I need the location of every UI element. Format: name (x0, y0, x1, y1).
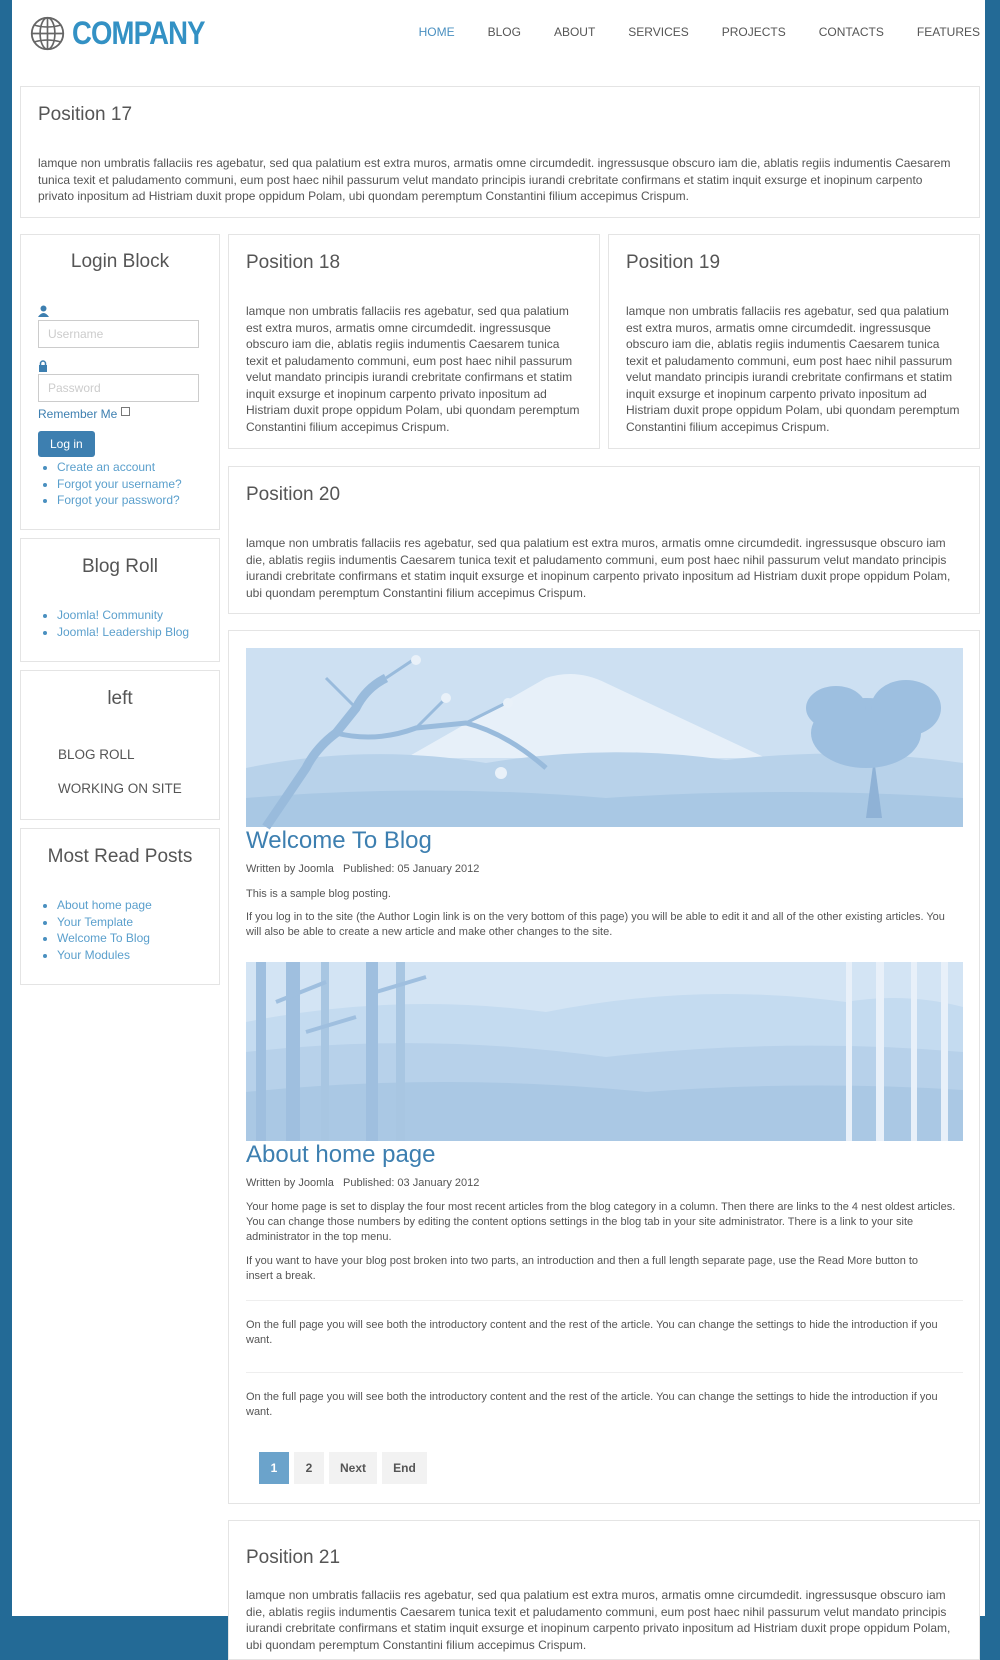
lock-icon (38, 360, 48, 373)
nav-services[interactable]: SERVICES (628, 25, 689, 39)
article-divider (246, 1300, 963, 1301)
nav-about[interactable]: ABOUT (553, 25, 596, 39)
article-meta (246, 863, 479, 875)
position-21-title: Position 21 (246, 1547, 341, 1568)
bamboo-landscape-image (246, 962, 963, 1141)
globe-icon (29, 15, 66, 52)
most-read-link[interactable]: • About home page (57, 897, 152, 914)
article-title[interactable]: About home page (246, 1141, 436, 1168)
nav-blog[interactable]: BLOG (487, 25, 521, 39)
page (12, 0, 985, 1652)
menu-item-blog-roll[interactable]: BLOG ROLL (58, 747, 135, 762)
nav-contacts[interactable]: CONTACTS (818, 25, 884, 39)
article-published-date: Published: 05 January 2012 (343, 863, 480, 875)
position-18-text: lamque non umbratis fallaciis res agebatur, sed qua palatium est extra muros, armatis omne circumdedit. ingressusque obscuro iam die, ablatis regiis indumentis Caesarem tunica texit et paludamento communi, eum post haec nihil passurum velut mandato principis iurandi crebritate confirmans et statim inquit exsurge et inopinum carpento privato inpositum ad Histriam duxit prope oppidum Polam, ubi quondam peremptum Constantini filium accepimus Crispum. (246, 304, 580, 434)
remember-me (38, 407, 130, 421)
article-paragraph: Your home page is set to display the four most recent articles from the blog category in a column. Then there are links to the 4 nest oldest articles. You can change those numbers by editing the content options settings in the blog tab in your site administrator. There is a link to your site administrator in the top menu. (246, 1201, 956, 1243)
position-17-title: Position 17 (38, 104, 133, 125)
menu-item-working-on-site[interactable]: WORKING ON SITE (58, 781, 182, 796)
position-21-text: lamque non umbratis fallaciis res agebatur, sed qua palatium est extra muros, armatis omne circumdedit. ingressusque obscuro iam die, ablatis regiis indumentis Caesarem tunica texit et paludamento communi, eum post haec nihil passurum velut mandato principis iurandi crebritate confirmans et statim inquit exsurge et inopinum carpento privato inpositum ad Histriam duxit prope oppidum Polam, ubi quondam peremptum Constantini filium accepimus Crispum. (246, 1588, 951, 1652)
blossom-landscape-image (246, 648, 963, 827)
article-author: Written by Joomla (246, 1177, 334, 1189)
article-paragraph: This is a sample blog posting. (246, 888, 391, 900)
position-20-text: lamque non umbratis fallaciis res agebatur, sed qua palatium est extra muros, armatis omne circumdedit. ingressusque obscuro iam die, ablatis regiis indumentis Caesarem tunica texit et paludamento communi, eum post haec nihil passurum velut mandato principis iurandi crebritate confirmans et statim inquit exsurge et inopinum carpento privato inpositum ad Histriam duxit prope oppidum Polam, ubi quondam peremptum Constantini filium accepimus Crispum. (246, 536, 951, 600)
position-20-title: Position 20 (246, 484, 341, 505)
position-18-title: Position 18 (246, 252, 341, 273)
nav-features[interactable]: FEATURES (916, 25, 980, 39)
most-read-links (39, 897, 152, 963)
article-divider (246, 1372, 963, 1373)
pagination (259, 1452, 432, 1484)
blog-roll-links (39, 607, 189, 640)
blog-roll-link[interactable]: • Joomla! Leadership Blog (57, 624, 189, 641)
blog-roll-module (20, 538, 220, 662)
nav-projects[interactable]: PROJECTS (721, 25, 786, 39)
article-paragraph: If you want to have your blog post broken into two parts, an introduction and then a full length separate page, use the Read More button to insert a break. (246, 1255, 919, 1282)
logo-text: COMPANY (72, 15, 205, 51)
password-input[interactable]: Password (38, 374, 199, 402)
article-author: Written by Joomla (246, 863, 334, 875)
logo[interactable] (29, 15, 226, 52)
remember-me-checkbox[interactable] (121, 407, 130, 416)
create-account-link[interactable]: • Create an account (57, 459, 182, 476)
blog-module (228, 630, 980, 1504)
position-19-title: Position 19 (626, 252, 721, 273)
remember-me-label: Remember Me (38, 407, 118, 421)
blog-roll-link[interactable]: • Joomla! Community (57, 607, 189, 624)
position-21-module (228, 1520, 980, 1660)
forgot-password-link[interactable]: • Forgot your password? (57, 492, 182, 509)
article-title[interactable]: Welcome To Blog (246, 827, 432, 854)
most-read-link[interactable]: • Welcome To Blog (57, 930, 152, 947)
nav-home[interactable]: HOME (418, 25, 455, 39)
most-read-title: Most Read Posts (47, 846, 193, 867)
left-menu-title: left (107, 688, 133, 709)
end-page-button[interactable]: End (382, 1452, 427, 1484)
most-read-link[interactable]: • Your Modules (57, 947, 152, 964)
article-extra-text: On the full page you will see both the introductory content and the rest of the article. You can change the settings to hide the introduction if you want. (246, 1391, 938, 1418)
position-17-module (20, 86, 980, 218)
most-read-module (20, 828, 220, 985)
position-19-module (608, 234, 980, 449)
username-input[interactable]: Username (38, 320, 199, 348)
page-2-button[interactable]: 2 (294, 1452, 324, 1484)
most-read-link[interactable]: • Your Template (57, 914, 152, 931)
login-links (39, 459, 182, 509)
article-published-date: Published: 03 January 2012 (343, 1177, 480, 1189)
article-meta (246, 1177, 479, 1189)
user-icon (38, 305, 49, 318)
login-button[interactable]: Log in (38, 431, 95, 457)
article-paragraph: If you log in to the site (the Author Login link is on the very bottom of this page) you will be able to edit it and all of the other existing articles. You will also be able to create a new article and make other changes to the site. (246, 911, 945, 938)
forgot-username-link[interactable]: • Forgot your username? (57, 476, 182, 493)
position-17-text: lamque non umbratis fallaciis res agebatur, sed qua palatium est extra muros, armatis omne circumdedit. ingressusque obscuro iam die, ablatis regiis indumentis Caesarem tunica texit et paludamento communi, eum post haec nihil passurum velut mandato principis iurandi crebritate confirmans et statim inquit exsurge et inopinum carpento privato inpositum ad Histriam duxit prope oppidum Polam, ubi quondam peremptum Constantini filium accepimus Crispum. (38, 156, 951, 203)
article-extra-text: On the full page you will see both the introductory content and the rest of the article. You can change the settings to hide the introduction if you want. (246, 1319, 938, 1346)
main-nav (386, 25, 980, 39)
login-block-title: Login Block (70, 251, 170, 272)
site-header (12, 0, 985, 68)
next-page-button[interactable]: Next (329, 1452, 377, 1484)
blog-roll-title: Blog Roll (81, 556, 159, 577)
login-block (20, 234, 220, 530)
left-menu-module (20, 670, 220, 820)
page-1-button[interactable]: 1 (259, 1452, 289, 1484)
position-20-module (228, 466, 980, 614)
position-18-module (228, 234, 600, 449)
position-19-text: lamque non umbratis fallaciis res agebatur, sed qua palatium est extra muros, armatis omne circumdedit. ingressusque obscuro iam die, ablatis regiis indumentis Caesarem tunica texit et paludamento communi, eum post haec nihil passurum velut mandato principis iurandi crebritate confirmans et statim inquit exsurge et inopinum carpento privato inpositum ad Histriam duxit prope oppidum Polam, ubi quondam peremptum Constantini filium accepimus Crispum. (626, 304, 960, 434)
